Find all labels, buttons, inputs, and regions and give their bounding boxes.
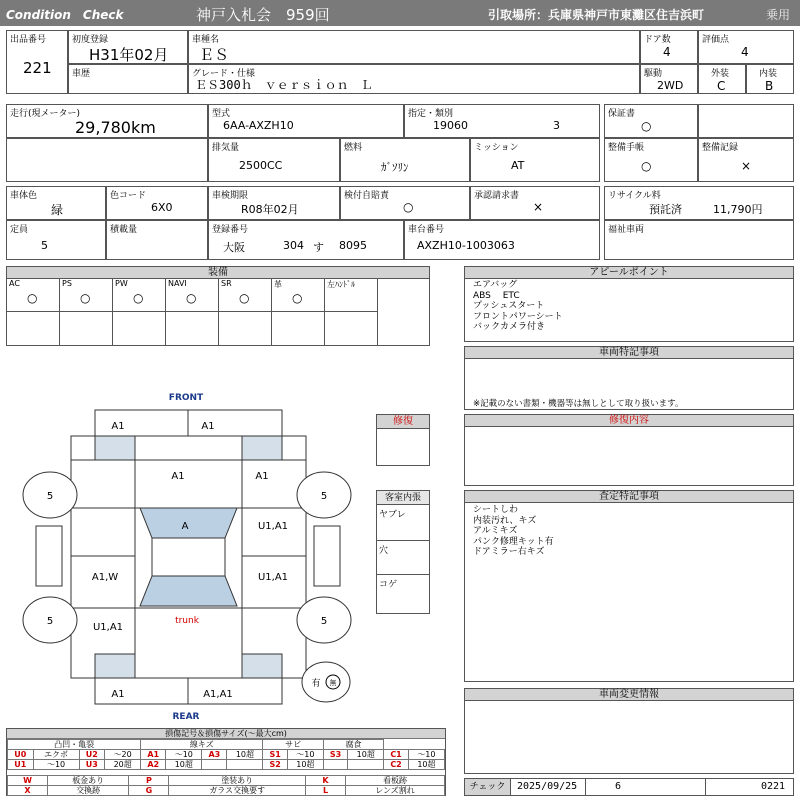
cabin-interior-title: 客室内張 — [377, 491, 429, 505]
vehicle-category: 乗用 — [766, 8, 791, 22]
legend-code — [202, 760, 227, 770]
equipment-blank-cell — [325, 312, 378, 345]
equipment-item-5 — [272, 279, 325, 312]
equipment-item-4 — [219, 279, 272, 312]
legend-code: L — [306, 786, 346, 796]
grade-box — [188, 64, 640, 94]
capacity: 5 — [41, 239, 48, 252]
change-info-panel — [464, 688, 794, 774]
equipment-item-value: ○ — [27, 291, 38, 305]
doors-label: ドア数 — [644, 35, 671, 45]
mark-front-bumper-left: A1 — [111, 421, 125, 432]
legend-desc: 10超 — [166, 760, 202, 770]
color-code: 6X0 — [151, 201, 173, 214]
front-left-fender-corner — [95, 436, 135, 460]
legend-desc: ガラス交換要す — [169, 786, 306, 796]
tire-front-left-value: 5 — [46, 491, 54, 502]
body-color-label: 車体色 — [10, 191, 38, 201]
score: 4 — [741, 45, 749, 59]
special-notes-disclaimer: ※記載のない書類・機器等は無しとして取り扱います。 — [473, 399, 684, 409]
approval-box — [470, 186, 600, 220]
maintenance-manual-label: 整備手帳 — [608, 143, 645, 153]
legend-code: C2 — [384, 760, 409, 770]
insurance-label: 検付自賠責 — [344, 191, 390, 201]
equipment-item-value: ○ — [186, 291, 197, 305]
tire-rear-right-value: 5 — [320, 616, 328, 627]
mission: AT — [511, 159, 525, 172]
warranty: ○ — [641, 119, 652, 133]
trunk-label: trunk — [175, 616, 199, 626]
special-notes-title: 車両特記事項 — [465, 347, 793, 359]
legend-code: C1 — [384, 750, 409, 760]
model-name: ＥＳ — [199, 46, 230, 64]
mark-rear-bumper-left: A1 — [111, 689, 125, 700]
equipment-item-6 — [325, 279, 378, 312]
color-code-box — [106, 186, 208, 220]
change-info-title: 車両変更情報 — [465, 689, 793, 701]
equipment-item-value: ○ — [292, 291, 303, 305]
mileage-box — [6, 104, 208, 138]
maintenance-record-box — [698, 138, 794, 182]
mileage-label: 走行(現メーター) — [10, 109, 81, 119]
legend-code: A3 — [202, 750, 227, 760]
appeal-panel — [464, 266, 794, 342]
category-number: 3 — [553, 119, 560, 132]
legend-desc: ～10 — [408, 750, 444, 760]
mark-hood-left: A1 — [171, 471, 185, 482]
equipment-panel — [6, 266, 430, 346]
grade: ＥＳ300ｈ ｖｅｒｓｉｏｎ Ｌ — [195, 78, 373, 92]
front-label: FRONT — [168, 393, 204, 403]
legend-code: S1 — [263, 750, 287, 760]
legend-desc: ～10 — [166, 750, 202, 760]
displacement-box — [208, 138, 340, 182]
spare-status-icon: 無 — [329, 679, 337, 687]
interior-label: 内装 — [759, 69, 778, 79]
equipment-item-label: 左ﾊﾝﾄﾞﾙ — [327, 280, 355, 289]
check-row — [464, 778, 794, 796]
list-item: シートしわ — [473, 505, 519, 515]
check-date: 2025/09/25 — [517, 781, 578, 792]
check-code: 0221 — [761, 781, 786, 792]
tire-front-left — [23, 472, 77, 518]
maintenance-manual: ○ — [641, 159, 652, 173]
repair-box — [376, 414, 430, 466]
assessment-notes-panel — [464, 490, 794, 682]
first-registration-label: 初度登録 — [72, 35, 109, 45]
legend-desc: 20超 — [105, 760, 141, 770]
legend-table-size — [7, 739, 445, 770]
legend-desc: レンズ割れ — [346, 786, 445, 796]
plate-label: 登録番号 — [212, 225, 249, 235]
legend-code: K — [306, 776, 346, 786]
rear-window — [140, 576, 237, 606]
repair-history-panel — [464, 414, 794, 486]
plate-box — [208, 220, 404, 260]
maintenance-record-label: 整備記録 — [702, 143, 739, 153]
exterior-grade: C — [717, 79, 726, 93]
drive-label: 駆動 — [644, 69, 663, 79]
legend-desc: 10超 — [348, 750, 384, 760]
appeal-title: アピールポイント — [465, 267, 793, 279]
legend-code: A1 — [141, 750, 166, 760]
check-divider-1 — [585, 779, 586, 795]
legend-code: U3 — [79, 760, 105, 770]
front-right-fender-corner — [242, 436, 282, 460]
legend-desc: 塗装あり — [169, 776, 306, 786]
auction-title: 神戸入札会 959回 — [196, 6, 330, 24]
fuel: ｶﾞｿﾘﾝ — [381, 161, 409, 174]
equipment-blank-cell — [7, 312, 60, 345]
equipment-item-label: AC — [9, 279, 20, 288]
legend-desc: 交換跡 — [48, 786, 129, 796]
insurance: ○ — [403, 200, 414, 214]
designation-label: 指定・類別 — [408, 109, 454, 119]
equipment-item-label: SR — [221, 279, 232, 288]
equipment-blank-cell — [60, 312, 113, 345]
legend-title: 損傷記号＆損傷サイズ(～最大cm) — [7, 729, 445, 739]
color-code-label: 色コード — [110, 191, 147, 201]
cabin-hole: 穴 — [377, 541, 429, 575]
equipment-blank-cell — [272, 312, 325, 345]
plate-number: 8095 — [339, 239, 367, 252]
interior-box — [746, 64, 794, 94]
mark-windshield: A — [181, 521, 189, 532]
legend-group: サビ — [263, 740, 323, 750]
legend-code: U0 — [8, 750, 34, 760]
right-mirror — [314, 526, 340, 586]
list-item: ドアミラー右キズ — [473, 547, 545, 557]
equipment-item-0 — [7, 279, 60, 312]
displacement-label: 排気量 — [212, 143, 240, 153]
capacity-label: 定員 — [10, 225, 29, 235]
doors-box — [640, 30, 698, 64]
insurance-box — [340, 186, 470, 220]
first-registration-box — [68, 30, 188, 64]
equipment-blank-cell — [113, 312, 166, 345]
appeal-list — [473, 280, 563, 333]
legend-desc: ～10 — [33, 760, 79, 770]
mark-right-front-door: U1,A1 — [257, 521, 289, 532]
inspection-expiry-box — [208, 186, 340, 220]
tire-rear-left — [23, 597, 77, 643]
legend-code: G — [129, 786, 169, 796]
model-code-label: 型式 — [212, 109, 231, 119]
legend-group: 線キズ — [141, 740, 263, 750]
mark-rear-bumper-right: A1,A1 — [203, 689, 233, 700]
equipment-item-2 — [113, 279, 166, 312]
body-color: 緑 — [51, 203, 64, 217]
header-bar — [0, 0, 800, 26]
equipment-item-value: ○ — [80, 291, 91, 305]
warranty-box — [604, 104, 698, 138]
spare-tire — [302, 662, 350, 702]
cabin-tear: ヤブレ — [377, 505, 429, 541]
equipment-blank-cell — [219, 312, 272, 345]
mark-right-rear-door: U1,A1 — [257, 572, 289, 583]
check-divider-2 — [705, 779, 706, 795]
assessment-notes-title: 査定特記事項 — [465, 491, 793, 503]
grade-label: グレード・仕様 — [192, 69, 256, 79]
equipment-item-label: PW — [115, 279, 128, 288]
recycle-label: リサイクル料 — [608, 191, 661, 201]
lot-number-label: 出品番号 — [10, 35, 47, 45]
cabin-burn: コゲ — [379, 580, 398, 590]
legend-desc: 10超 — [227, 750, 263, 760]
history-label: 車歴 — [72, 69, 91, 79]
legend-desc: エクボ — [33, 750, 79, 760]
list-item: バックカメラ付き — [473, 322, 546, 332]
left-mirror — [36, 526, 62, 586]
equipment-item-1 — [60, 279, 113, 312]
legend-code: X — [8, 786, 48, 796]
equipment-title: 装備 — [7, 267, 429, 279]
fuel-label: 燃料 — [344, 143, 363, 153]
legend-code: P — [129, 776, 169, 786]
drive: 2WD — [657, 79, 684, 92]
designation-number: 19060 — [433, 119, 468, 132]
warranty-label: 保証書 — [608, 109, 636, 119]
model-code-box — [208, 104, 404, 138]
score-label: 評価点 — [702, 35, 730, 45]
mileage-extra-box — [6, 138, 208, 182]
equipment-blank-cell — [166, 312, 219, 345]
displacement: 2500CC — [239, 159, 283, 172]
spare-prefix: 有 — [311, 679, 321, 689]
chassis-label: 車台番号 — [408, 225, 445, 235]
history-box — [68, 64, 188, 94]
tire-rear-left-value: 5 — [46, 616, 54, 627]
inspection-expiry-label: 車検期限 — [212, 191, 249, 201]
welfare-box — [604, 220, 794, 260]
mission-box — [470, 138, 600, 182]
legend-desc: ～10 — [287, 750, 323, 760]
special-notes-panel — [464, 346, 794, 410]
legend-desc: 10超 — [408, 760, 444, 770]
equipment-item-value: ○ — [239, 291, 250, 305]
legend-table-marks — [7, 775, 445, 796]
legend-code: U2 — [79, 750, 105, 760]
tire-front-right-value: 5 — [320, 491, 328, 502]
repair-label: 修復 — [377, 415, 429, 429]
recycle-status: 預託済 — [649, 203, 682, 216]
legend-desc — [227, 760, 263, 770]
assessment-notes-list — [473, 505, 554, 558]
load-label: 積載量 — [110, 225, 138, 235]
maintenance-record: × — [741, 159, 752, 173]
approval-label: 承認請求書 — [474, 191, 520, 201]
maintenance-manual-box — [604, 138, 698, 182]
rear-right-corner — [242, 654, 282, 678]
model-name-box — [188, 30, 640, 64]
list-item: 内装汚れ、キズ — [473, 515, 537, 526]
recycle-fee: 11,790円 — [713, 203, 763, 216]
model-name-label: 車種名 — [192, 35, 220, 45]
model-code: 6AA-AXZH10 — [223, 119, 294, 132]
legend-desc: ～20 — [105, 750, 141, 760]
inspection-expiry: R08年02月 — [241, 203, 299, 216]
welfare-label: 福祉車両 — [608, 225, 645, 235]
capacity-box — [6, 220, 106, 260]
plate-kana: す — [313, 241, 324, 254]
chassis-number: AXZH10-1003063 — [417, 239, 515, 252]
doors: 4 — [663, 45, 671, 59]
score-box — [698, 30, 794, 64]
legend-code: S2 — [263, 760, 287, 770]
fuel-box — [340, 138, 470, 182]
legend-code: A2 — [141, 760, 166, 770]
list-item: ABS ETC — [473, 290, 520, 301]
interior-grade: B — [765, 79, 774, 93]
lot-number: 221 — [23, 59, 52, 77]
mark-front-bumper-right: A1 — [201, 421, 215, 432]
list-item: フロントパワーシート — [473, 311, 563, 322]
plate-class: 304 — [283, 239, 304, 252]
windshield — [140, 508, 237, 538]
equipment-item-label: 革 — [274, 280, 282, 289]
warranty-extra-box — [698, 104, 794, 138]
body-color-box — [6, 186, 106, 220]
legend-desc: 板金あり — [48, 776, 129, 786]
repair-history-title: 修復内容 — [465, 415, 793, 427]
legend-group: 腐食 — [323, 740, 383, 750]
list-item: プッシュスタート — [473, 301, 545, 311]
mileage: 29,780km — [75, 118, 156, 137]
tire-rear-right — [297, 597, 351, 643]
first-registration: H31年02月 — [89, 46, 169, 64]
roof — [152, 538, 225, 576]
equipment-item-label: NAVI — [168, 279, 187, 288]
chassis-box — [404, 220, 600, 260]
exterior-box — [698, 64, 746, 94]
list-item: アルミキズ — [473, 526, 518, 536]
list-item: エアバッグ — [473, 280, 518, 290]
lot-number-box — [6, 30, 68, 94]
check-number: 6 — [615, 781, 622, 792]
approval: × — [533, 200, 544, 214]
cabin-interior-box — [376, 490, 430, 614]
legend-code: U1 — [8, 760, 34, 770]
mark-left-rear-door: A1,W — [91, 572, 119, 583]
list-item: パンク修理キット有 — [473, 536, 554, 547]
rear-left-corner — [95, 654, 135, 678]
mark-rear-left-quarter: U1,A1 — [92, 622, 124, 633]
header-left-title: Condition Check — [6, 8, 124, 22]
legend-desc — [348, 760, 384, 770]
exterior-label: 外装 — [711, 69, 730, 79]
load-box — [106, 220, 208, 260]
designation-box — [404, 104, 600, 138]
plate-region: 大阪 — [223, 241, 245, 254]
tire-front-right — [297, 472, 351, 518]
legend-desc: 看板跡 — [346, 776, 445, 786]
rear-label: REAR — [172, 712, 200, 722]
check-label: チェック — [465, 779, 511, 795]
legend-code — [323, 760, 347, 770]
legend-desc: 10超 — [287, 760, 323, 770]
equipment-item-label: PS — [62, 279, 72, 288]
legend-group: 凸凹・亀裂 — [8, 740, 141, 750]
recycle-box — [604, 186, 794, 220]
drive-box — [640, 64, 698, 94]
mark-hood-right: A1 — [255, 471, 269, 482]
legend-code: S3 — [323, 750, 347, 760]
legend-code: W — [8, 776, 48, 786]
mission-label: ミッション — [474, 143, 519, 153]
pickup-location: 引取場所：兵庫県神戸市東灘区住吉浜町 — [488, 8, 705, 22]
damage-legend — [6, 728, 446, 796]
equipment-grid — [7, 279, 429, 345]
equipment-item-3 — [166, 279, 219, 312]
equipment-item-value: ○ — [133, 291, 144, 305]
